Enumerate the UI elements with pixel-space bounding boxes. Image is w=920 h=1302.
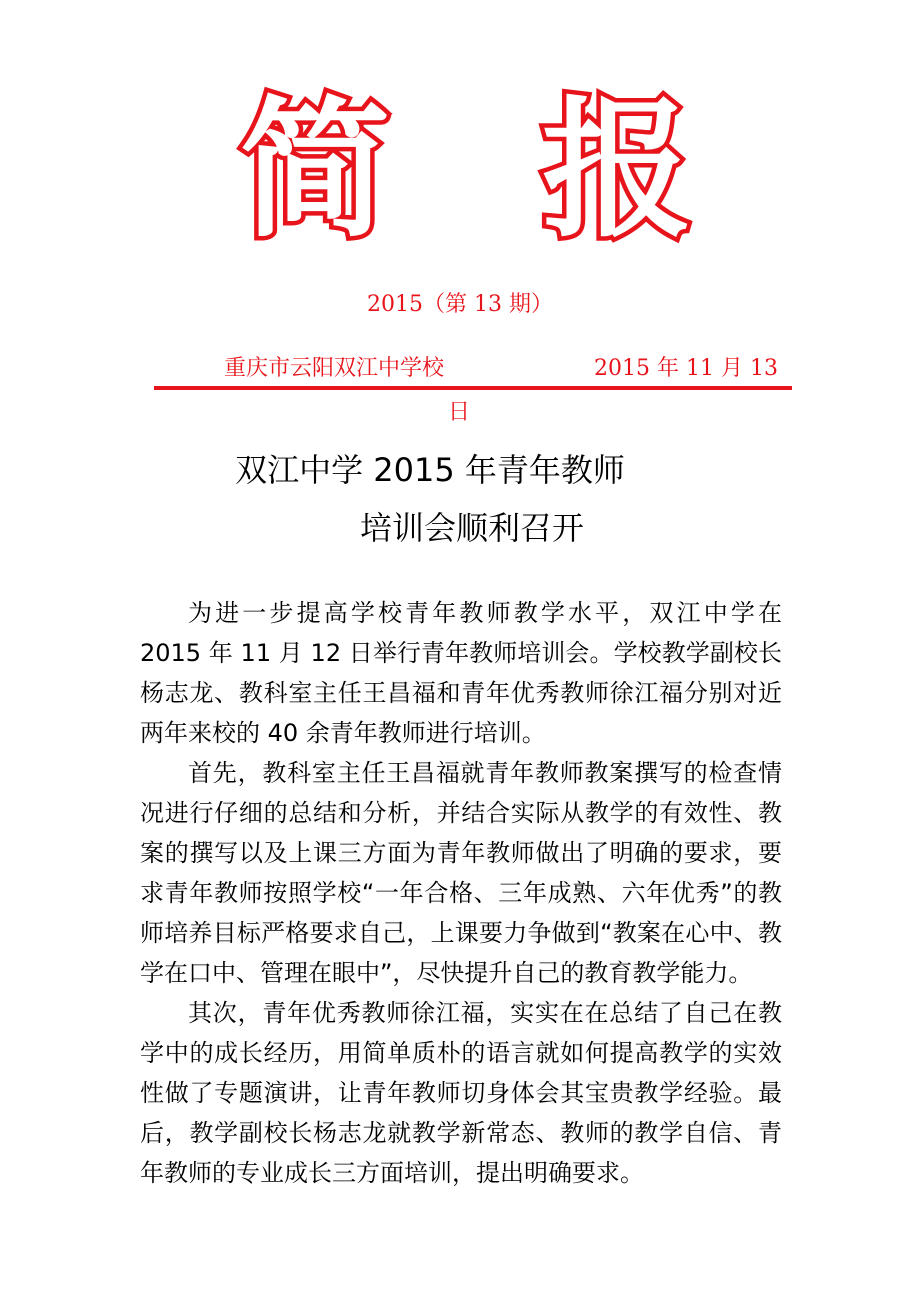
article-title-line2: 培训会顺利召开 — [359, 509, 584, 547]
article-body — [140, 593, 782, 1193]
issue-number: 2015（第 13 期） — [367, 292, 553, 317]
masthead-char-jian: 简 — [240, 84, 391, 258]
header-divider — [154, 386, 792, 390]
article-paragraph-1: 为进一步提高学校青年教师教学水平，双江中学在 2015 年 11 月 12 日举行青年教师培训会。学校教学副校长杨志龙、教科室主任王昌福和青年优秀教师徐江福分别对近两年来校的 40 余青年教师进行培训。 — [140, 599, 782, 747]
school-name: 重庆市云阳双江中学校 — [224, 356, 445, 381]
masthead-char-bao: 报 — [542, 84, 693, 258]
issue-date: 2015 年 11 月 13 — [594, 356, 778, 381]
article-paragraph-2: 首先，教科室主任王昌福就青年教师教案撰写的检查情况进行仔细的总结和分析，并结合实际从教学的有效性、教案的撰写以及上课三方面为青年教师做出了明确的要求，要求青年教师按照学校“一年合格、三年成熟、六年优秀”的教师培养目标严格要求自己，上课要力争做到“教案在心中、教学在口中、管理在眼中”，尽快提升自己的教育教学能力。 — [140, 759, 782, 987]
article-paragraph-3: 其次，青年优秀教师徐江福，实实在在总结了自己在教学中的成长经历，用简单质朴的语言就如何提高教学的实效性做了专题演讲，让青年教师切身体会其宝贵教学经验。最后，教学副校长杨志龙就教学新常态、教师的教学自信、青年教师的专业成长三方面培训，提出明确要求。 — [140, 999, 782, 1187]
issue-date-day: 日 — [448, 400, 471, 425]
article-title-line1: 双江中学 2015 年青年教师 — [235, 451, 625, 489]
